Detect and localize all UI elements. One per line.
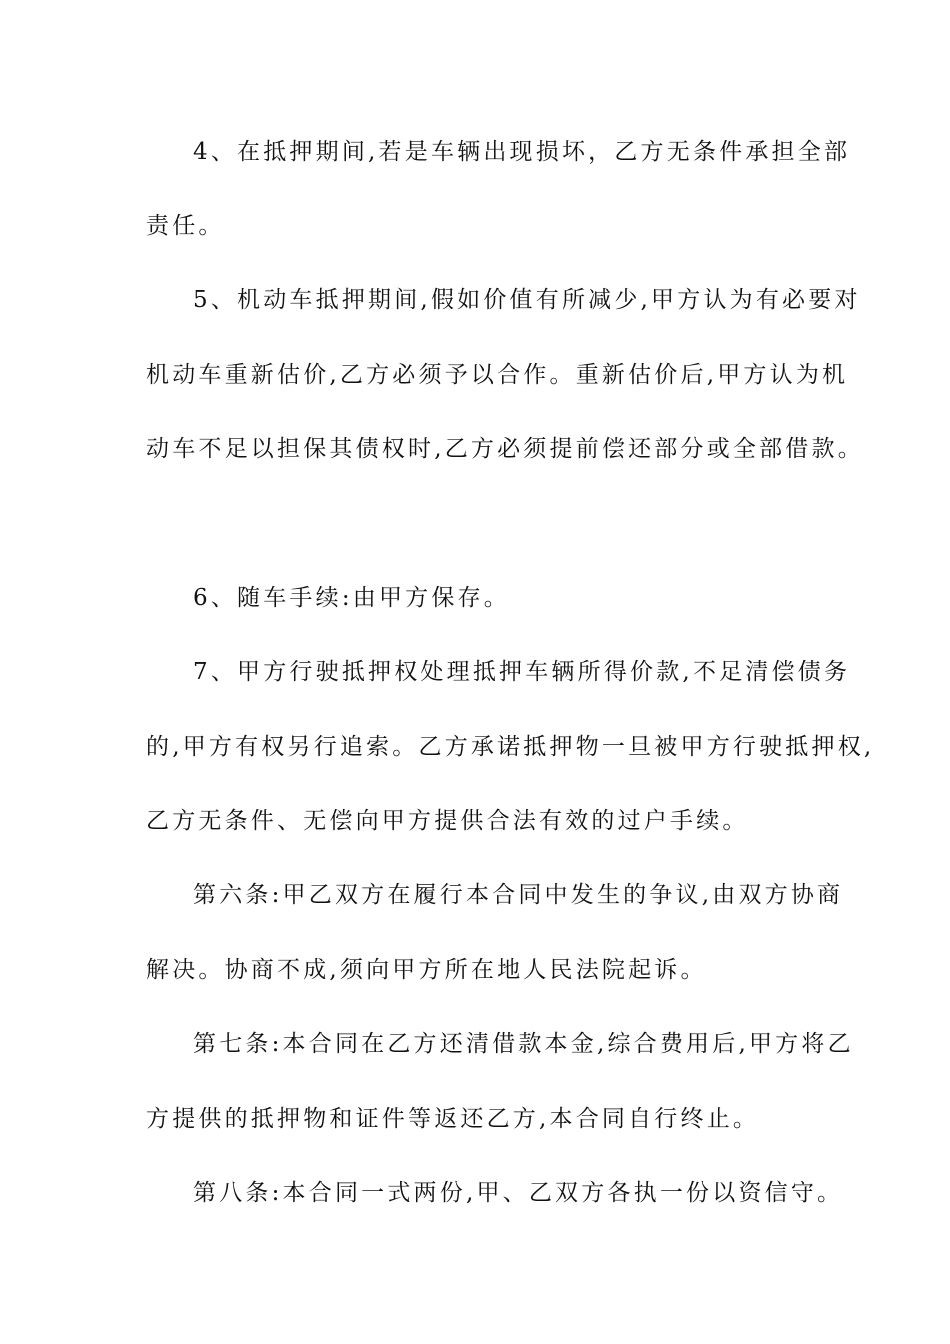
article-7-line-1: 第七条:本合同在乙方还清借款本金,综合费用后,甲方将乙 xyxy=(193,1031,854,1057)
clause-6-line-1: 6、随车手续:由甲方保存。 xyxy=(193,585,510,611)
clause-5-line-1: 5、机动车抵押期间,假如价值有所减少,甲方认为有必要对 xyxy=(193,287,861,313)
clause-7-line-3: 乙方无条件、无偿向甲方提供合法有效的过户手续。 xyxy=(146,808,749,834)
article-8-line-1: 第八条:本合同一式两份,甲、乙双方各执一份以资信守。 xyxy=(193,1180,844,1206)
clause-7-line-1: 7、甲方行驶抵押权处理抵押车辆所得价款,不足清偿债务 xyxy=(193,659,851,685)
clause-4-line-2: 责任。 xyxy=(146,213,225,239)
clause-4-line-1: 4、在抵押期间,若是车辆出现损坏，乙方无条件承担全部 xyxy=(193,139,851,165)
clause-5-line-3: 动车不足以担保其债权时,乙方必须提前偿还部分或全部借款。 xyxy=(146,436,864,462)
clause-7-line-2: 的,甲方有权另行追索。乙方承诺抵押物一旦被甲方行驶抵押权, xyxy=(146,734,875,760)
clause-5-line-2: 机动车重新估价,乙方必须予以合作。重新估价后,甲方认为机 xyxy=(146,362,849,388)
article-7-line-2: 方提供的抵押物和证件等返还乙方,本合同自行终止。 xyxy=(146,1106,760,1132)
article-6-line-1: 第六条:甲乙双方在履行本合同中发生的争议,由双方协商 xyxy=(193,882,844,908)
article-6-line-2: 解决。协商不成,须向甲方所在地人民法院起诉。 xyxy=(146,957,707,983)
